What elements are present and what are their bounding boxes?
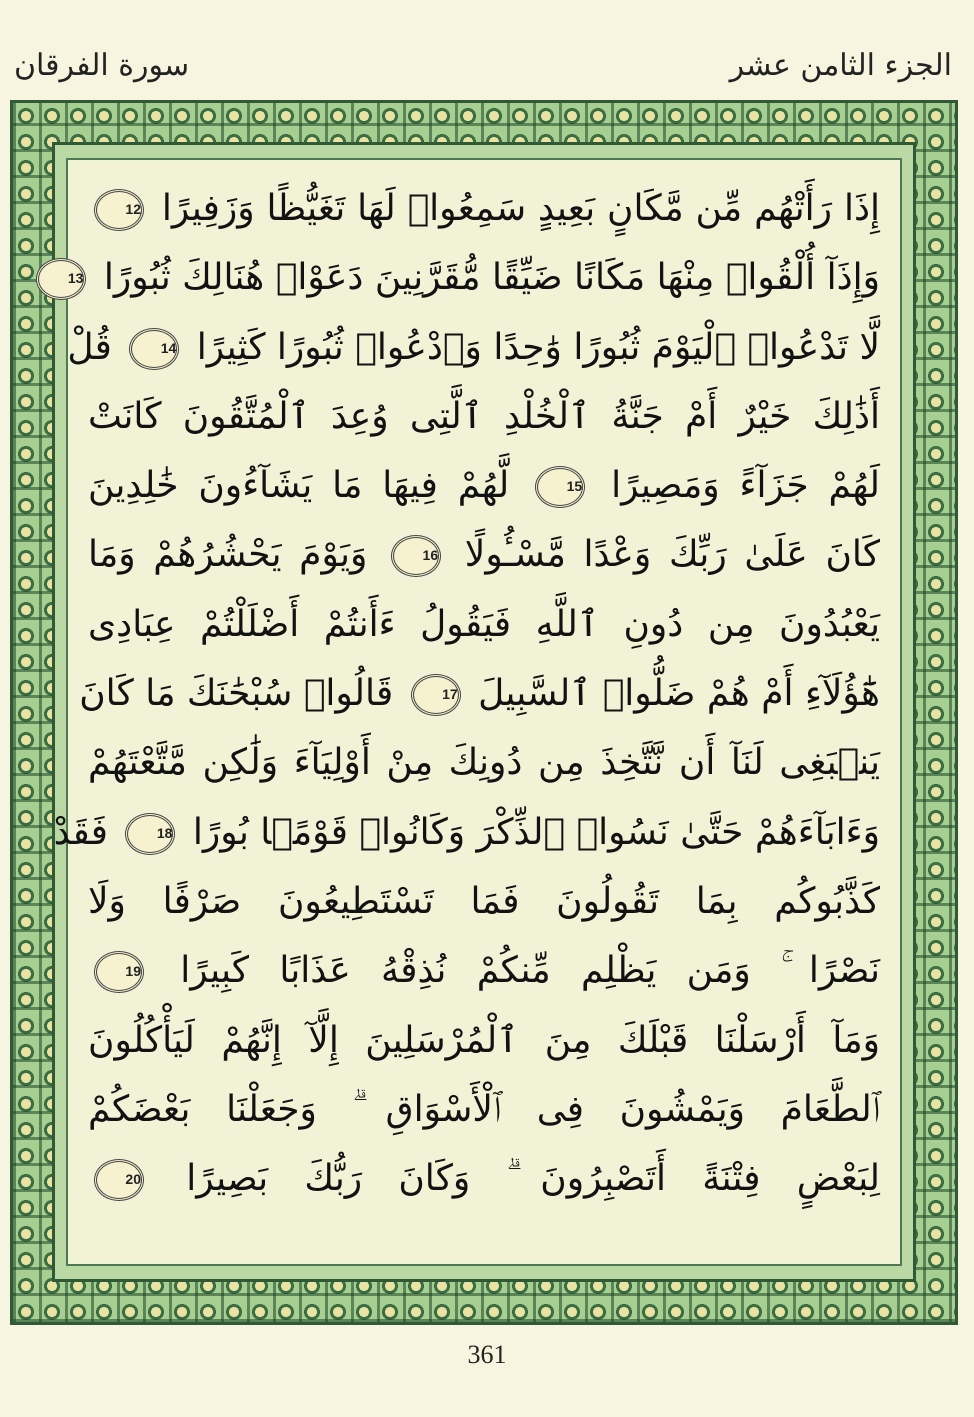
- verse-line: [67, 313, 880, 382]
- verse-text: وَمَآ أَرْسَلْنَا قَبْلَكَ مِنَ ٱلْمُرْسَلِينَ إِلَّآ إِنَّهُمْ لَيَأْكُلُونَ: [88, 1019, 880, 1061]
- verse-text: نَصْرًا ۚ وَمَن يَظْلِم مِّنكُمْ نُذِقْهُ عَذَابًا كَبِيرًا: [180, 950, 880, 992]
- page-text-area: [53, 158, 902, 1266]
- verse-line: [88, 1006, 880, 1075]
- verse-line: [53, 798, 880, 867]
- ayah-number-marker: 13: [36, 258, 86, 300]
- ayah-number-marker: 18: [125, 813, 175, 855]
- verse-line: [88, 174, 880, 243]
- surah-name-header: سورة الفرقان: [14, 48, 190, 83]
- verse-line: [88, 936, 880, 1005]
- verse-line: [88, 451, 880, 520]
- verse-text: يَعْبُدُونَ مِن دُونِ ٱللَّهِ فَيَقُولُ ءَأَنتُمْ أَضْلَلْتُمْ عِبَادِى: [88, 603, 880, 645]
- verse-line: [88, 382, 880, 451]
- verse-line: [88, 1075, 880, 1144]
- verse-text: لَّا تَدْعُوا۟ ٱلْيَوْمَ ثُبُورًا وَٰحِدًا وَٱدْعُوا۟ ثُبُورًا كَثِيرًا: [196, 326, 880, 368]
- ayah-number-marker: 12: [94, 189, 144, 231]
- verse-text: إِذَا رَأَتْهُم مِّن مَّكَانٍ بَعِيدٍ سَمِعُوا۟ لَهَا تَغَيُّظًا وَزَفِيرًا: [161, 188, 880, 229]
- verse-text-continued: فَقَدْ: [53, 811, 108, 853]
- ayah-number-marker: 17: [411, 674, 461, 716]
- verse-text-continued: قُلْ: [67, 326, 112, 368]
- ayah-number-marker: 16: [391, 535, 441, 577]
- ayah-number-marker: 14: [129, 328, 179, 370]
- verse-line: [67, 243, 880, 312]
- verse-text: وَإِذَآ أُلْقُوا۟ مِنْهَا مَكَانًا ضَيِّقًا مُّقَرَّنِينَ دَعَوْا۟ هُنَالِكَ ثُبُورًا: [103, 257, 880, 299]
- verse-text-continued: قَالُوا۟ سُبْحَٰنَكَ مَا كَانَ: [79, 673, 394, 715]
- page-number: 361: [467, 1340, 507, 1369]
- verse-text: كَانَ عَلَىٰ رَبِّكَ وَعْدًا مَّسْـُٔولًا: [464, 534, 880, 576]
- verse-text: كَذَّبُوكُم بِمَا تَقُولُونَ فَمَا تَسْتَطِيعُونَ صَرْفًا وَلَا: [88, 880, 880, 922]
- verse-text: لِبَعْضٍ فِتْنَةً أَتَصْبِرُونَ ۗ وَكَانَ رَبُّكَ بَصِيرًا: [186, 1158, 880, 1200]
- verse-text: أَذَٰلِكَ خَيْرٌ أَمْ جَنَّةُ ٱلْخُلْدِ ٱلَّتِى وُعِدَ ٱلْمُتَّقُونَ كَانَتْ: [88, 395, 880, 437]
- verse-line: [88, 590, 880, 659]
- verse-text-continued: لَّهُمْ فِيهَا مَا يَشَآءُونَ خَٰلِدِينَ: [88, 465, 510, 507]
- verse-text: وَءَابَآءَهُمْ حَتَّىٰ نَسُوا۟ ٱلذِّكْرَ وَكَانُوا۟ قَوْمًۢا بُورًا: [192, 811, 880, 853]
- verse-line: [88, 520, 880, 589]
- juz-header: الجزء الثامن عشر: [729, 48, 952, 83]
- verse-line: [88, 867, 880, 936]
- ayah-number-marker: 15: [535, 466, 585, 508]
- verse-lines: [53, 174, 881, 1213]
- verse-text: يَنۢبَغِى لَنَآ أَن نَّتَّخِذَ مِن دُونِكَ مِنْ أَوْلِيَآءَ وَلَٰكِن مَّتَّعْتَهُمْ: [88, 742, 880, 784]
- ayah-number-marker: 20: [94, 1159, 144, 1201]
- verse-line: [79, 659, 880, 728]
- ayah-number-marker: 19: [94, 951, 144, 993]
- verse-line: [88, 728, 880, 797]
- verse-text-continued: وَيَوْمَ يَحْشُرُهُمْ وَمَا: [88, 534, 368, 576]
- verse-text: هَٰٓؤُلَآءِ أَمْ هُمْ ضَلُّوا۟ ٱلسَّبِيلَ: [478, 673, 880, 715]
- verse-line: [88, 1144, 880, 1213]
- verse-text: ٱلطَّعَامَ وَيَمْشُونَ فِى ٱلْأَسْوَاقِ ۗ وَجَعَلْنَا بَعْضَكُمْ: [88, 1088, 880, 1130]
- verse-text: لَهُمْ جَزَآءً وَمَصِيرًا: [611, 465, 881, 507]
